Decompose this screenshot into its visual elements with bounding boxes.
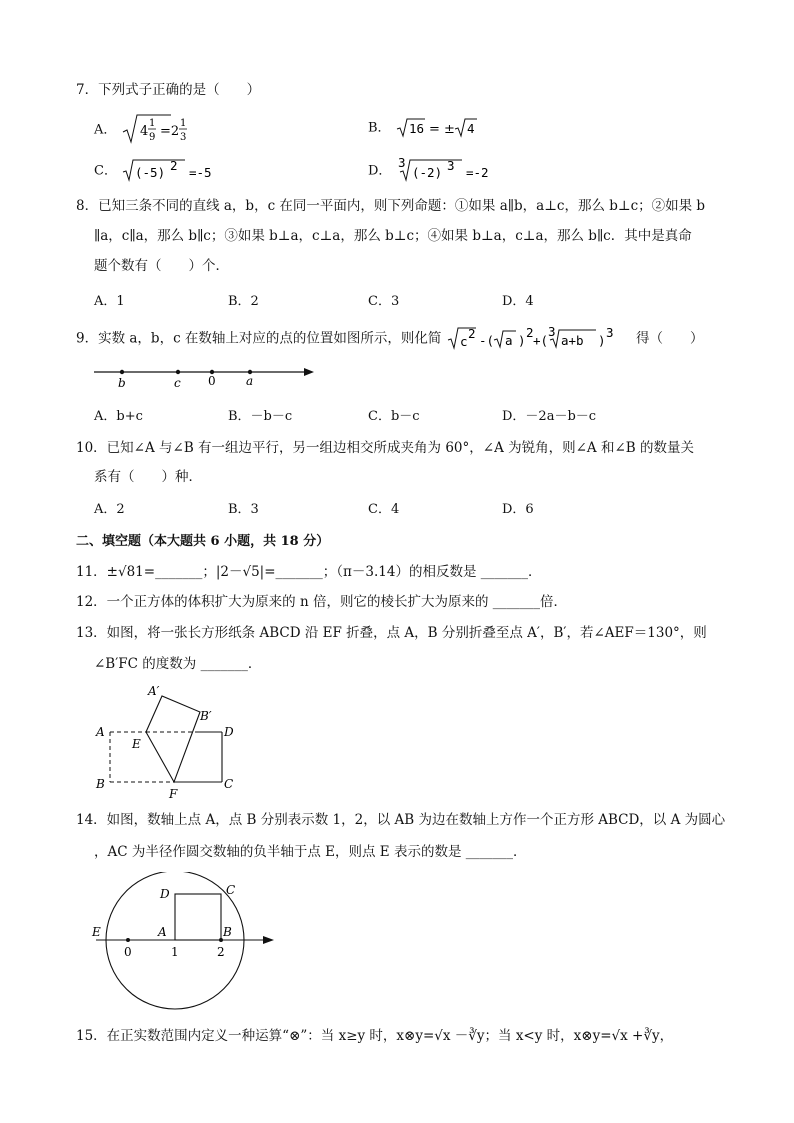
q13-figure: [92, 682, 252, 804]
svg-text:2: 2: [467, 326, 476, 341]
q9-option-c: C．b－c: [368, 409, 420, 424]
q7-b-formula: [395, 116, 505, 140]
svg-text:2: 2: [525, 326, 534, 340]
svg-text:3: 3: [397, 158, 406, 170]
q7-a-formula: [121, 112, 211, 148]
q8-line3: 题个数有（ ）个．: [94, 258, 229, 274]
q15-text: 15．在正实数范围内定义一种运算“⊗”：当 x≥y 时，x⊗y=√x －∛y；当 x<y 时，x⊗y=√x +∛y，: [76, 1028, 674, 1044]
svg-text:1: 1: [148, 118, 155, 129]
q7-option-d: [368, 158, 516, 184]
svg-text:4: 4: [466, 121, 475, 136]
q13-line2: ∠B′FC 的度数为 _______．: [94, 656, 262, 672]
q9-stem-suffix: 得（ ）: [636, 330, 704, 347]
q8-line1: 8．已知三条不同的直线 a，b，c 在同一平面内，则下列命题：①如果 a∥b，a⊥c，那么 b⊥c；②如果 b: [76, 198, 706, 214]
svg-text:a+b: a+b: [560, 333, 584, 348]
label-b: b: [118, 376, 126, 390]
q7-d-formula: [396, 158, 516, 184]
q14-line2: ，AC 为半径作圆交数轴的负半轴于点 E，则点 E 表示的数是 _______．: [94, 844, 527, 860]
q9-option-a: A．b+c: [94, 409, 143, 424]
svg-text:3: 3: [547, 326, 556, 339]
q10-option-b: B．3: [228, 502, 259, 517]
label-e: E: [132, 737, 141, 751]
svg-text:=2: =2: [159, 124, 179, 139]
label-c: C: [224, 777, 234, 791]
svg-text:3: 3: [446, 158, 455, 173]
svg-text:2: 2: [170, 158, 178, 173]
svg-text:16: 16: [408, 121, 424, 136]
option-label: D．: [368, 163, 392, 179]
option-label: A．: [94, 122, 117, 138]
svg-text:): ): [597, 333, 606, 348]
q8-option-d: D．4: [502, 294, 534, 309]
q10-line1: 10．已知∠A 与∠B 有一组边平行，另一组边相交所成夹角为 60°，∠A 为锐角，则∠A 和∠B 的数量关: [76, 440, 694, 456]
q12-text: 12．一个正方体的体积扩大为原来的 n 倍，则它的棱长扩大为原来的 _______倍．: [76, 594, 567, 610]
label-e: E: [92, 925, 101, 939]
svg-text:=-2: =-2: [465, 165, 489, 180]
q8-option-b: B．2: [228, 294, 259, 309]
option-label: B．: [368, 120, 391, 136]
label-a: A: [96, 725, 105, 739]
q9-number-line: [90, 362, 320, 392]
q14-figure: [88, 872, 278, 1014]
q9-stem-prefix: 9．实数 a，b，c 在数轴上对应的点的位置如图所示，则化简: [76, 330, 442, 347]
label-c: C: [226, 883, 236, 897]
q9-option-d: D．－2a－b－c: [502, 409, 597, 424]
square-abcd: [175, 894, 221, 940]
q8-option-c: C．3: [368, 294, 400, 309]
point-0: [126, 938, 130, 942]
label-b: B: [96, 777, 105, 791]
svg-text:(-2): (-2): [411, 165, 442, 180]
label-0: 0: [208, 374, 216, 388]
svg-text:3: 3: [605, 326, 614, 340]
q9-expression: [446, 326, 632, 352]
svg-text:9: 9: [148, 132, 155, 143]
svg-text:+(: +(: [532, 333, 548, 348]
svg-text:3: 3: [179, 132, 186, 143]
svg-text:= ±: = ±: [428, 122, 455, 137]
q9-stem: [76, 326, 704, 352]
q7-option-c: [94, 158, 241, 184]
q14-line1: 14．如图，数轴上点 A，点 B 分别表示数 1，2，以 AB 为边在数轴上方作一个正方形 ABCD，以 A 为圆心: [76, 812, 726, 828]
q9-option-b: B．－b－c: [228, 409, 293, 424]
svg-text:c: c: [459, 334, 468, 349]
point-b: [120, 370, 124, 374]
q8-line2: ∥a，c∥a，那么 b∥c；③如果 b⊥a，c⊥a，那么 b⊥c；④如果 b⊥a，c⊥a，那么 b∥c．其中是真命: [94, 228, 692, 244]
svg-text:): ): [517, 333, 526, 348]
q7-stem: 7．下列式子正确的是（ ）: [76, 82, 261, 98]
tick-2: 2: [217, 945, 225, 959]
point-c: [176, 370, 180, 374]
q11-text: 11．±√81=_______；|2－√5|=_______；（π－3.14）的相反数是 _______．: [76, 564, 542, 580]
label-b: B: [223, 925, 232, 939]
tick-0: 0: [124, 945, 132, 959]
svg-text:-(: -(: [478, 333, 494, 348]
label-a: A: [158, 925, 167, 939]
label-b-prime: B′: [200, 709, 212, 723]
svg-text:1: 1: [179, 118, 186, 129]
option-label: C．: [94, 163, 117, 179]
q8-option-a: A．1: [94, 294, 125, 309]
q10-option-a: A．2: [94, 502, 125, 517]
q10-line2: 系有（ ）种．: [94, 469, 202, 485]
svg-text:(-5): (-5): [135, 165, 166, 180]
q7-c-formula: [121, 158, 241, 184]
label-d: D: [224, 725, 234, 739]
q7-option-b: [368, 116, 505, 140]
tick-1: 1: [171, 945, 179, 959]
q7-option-a: [94, 112, 211, 148]
section-title: 二、填空题（本大题共 6 小题，共 18 分）: [76, 534, 330, 549]
q10-option-c: C．4: [368, 502, 400, 517]
q13-line1: 13．如图，将一张长方形纸条 ABCD 沿 EF 折叠，点 A，B 分别折叠至点 A′，B′，若∠AEF＝130°，则: [76, 625, 707, 641]
svg-text:a: a: [504, 333, 513, 348]
svg-text:=-5: =-5: [189, 165, 212, 180]
label-f: F: [169, 787, 178, 801]
label-a: a: [246, 374, 254, 388]
svg-text:4: 4: [139, 124, 148, 139]
label-d: D: [160, 887, 170, 901]
q10-option-d: D．6: [502, 502, 534, 517]
label-c: c: [174, 376, 181, 390]
label-a-prime: A′: [148, 684, 160, 698]
